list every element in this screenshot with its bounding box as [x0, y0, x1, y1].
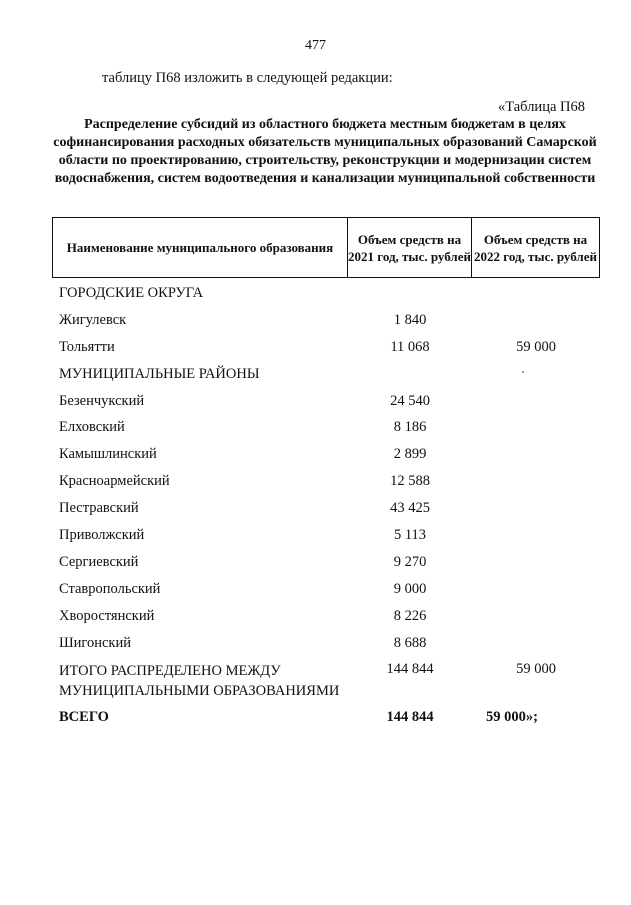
- header-name-column: Наименование муниципального образования: [53, 218, 348, 277]
- table-row: [0, 443, 631, 470]
- row-name: Шигонский: [59, 634, 131, 651]
- total-value-2022: 59 000: [516, 661, 556, 678]
- page-number: 477: [305, 38, 326, 53]
- table-row: [0, 390, 631, 417]
- header-2022-column: Объем средств на 2022 год, тыс. рублей: [474, 231, 597, 264]
- table-row: [0, 336, 631, 363]
- grand-total-2022: 59 000»;: [486, 709, 538, 726]
- table-row: [0, 605, 631, 632]
- table-row: [0, 470, 631, 497]
- table-row: [0, 551, 631, 578]
- table-body: [0, 282, 631, 734]
- intro-text: таблицу П68 изложить в следующей редакции:: [102, 70, 393, 86]
- row-value-2021: 1 840: [393, 311, 427, 328]
- row-value-2021: 43 425: [390, 500, 430, 517]
- row-value-2021: 2 899: [393, 446, 427, 463]
- row-name: Жигулевск: [59, 311, 127, 328]
- header-2021-column: Объем средств на 2021 год, тыс. рублей: [348, 218, 472, 277]
- table-label: «Таблица П68: [498, 99, 585, 115]
- row-name: Приволжский: [59, 527, 145, 544]
- row-value-2021: 11 068: [390, 338, 430, 355]
- grand-total-row: [0, 706, 631, 734]
- row-value-2021: 8 226: [393, 607, 427, 624]
- table-row: [0, 416, 631, 443]
- row-name: Пестравский: [59, 500, 139, 517]
- total-label-line2: МУНИЦИПАЛЬНЫМИ ОБРАЗОВАНИЯМИ: [59, 683, 340, 700]
- row-value-2021: 8 688: [393, 634, 427, 651]
- row-value-2021: 5 113: [393, 527, 427, 544]
- row-value-2022: 59 000: [516, 338, 556, 355]
- row-value-2021: 24 540: [390, 392, 430, 409]
- table-row: [0, 497, 631, 524]
- scan-speck: [522, 371, 524, 373]
- total-value-2021: 144 844: [386, 661, 434, 678]
- total-label-line1: ИТОГО РАСПРЕДЕЛЕНО МЕЖДУ: [59, 663, 281, 680]
- table-row: [0, 578, 631, 605]
- row-value-2021: 12 588: [390, 473, 430, 490]
- total-row: [0, 658, 631, 706]
- row-name: Ставропольский: [59, 580, 161, 597]
- row-name: Сергиевский: [59, 553, 139, 570]
- row-value-2021: 9 000: [393, 580, 427, 597]
- table-header: [52, 217, 600, 278]
- grand-total-2021: 144 844: [386, 709, 434, 726]
- row-name: Красноармейский: [59, 473, 170, 490]
- row-name: Тольятти: [59, 338, 115, 355]
- table-row: [0, 524, 631, 551]
- table-row: [0, 632, 631, 659]
- row-value-2021: 9 270: [393, 553, 427, 570]
- row-value-2021: 8 186: [393, 419, 427, 436]
- row-name: ГОРОДСКИЕ ОКРУГА: [59, 285, 204, 301]
- row-name: Хворостянский: [59, 607, 155, 624]
- row-name: МУНИЦИПАЛЬНЫЕ РАЙОНЫ: [59, 365, 260, 382]
- document-title: Распределение субсидий из областного бюджета местным бюджетам в целях софинансирования расходных обязательств муниципальных образований Самарской области по проектированию, строительству, реконструкции и модернизации систем водоснабжения, систем водоотведения и канализации муниципальной собственности: [53, 117, 597, 186]
- total-label: [59, 661, 339, 701]
- table-row: [0, 363, 631, 390]
- row-name: Безенчукский: [59, 392, 145, 409]
- table-row: [0, 282, 631, 309]
- grand-total-label: ВСЕГО: [59, 709, 109, 726]
- row-name: Елховский: [59, 419, 125, 436]
- row-name: Камышлинский: [59, 446, 157, 463]
- table-row: [0, 309, 631, 336]
